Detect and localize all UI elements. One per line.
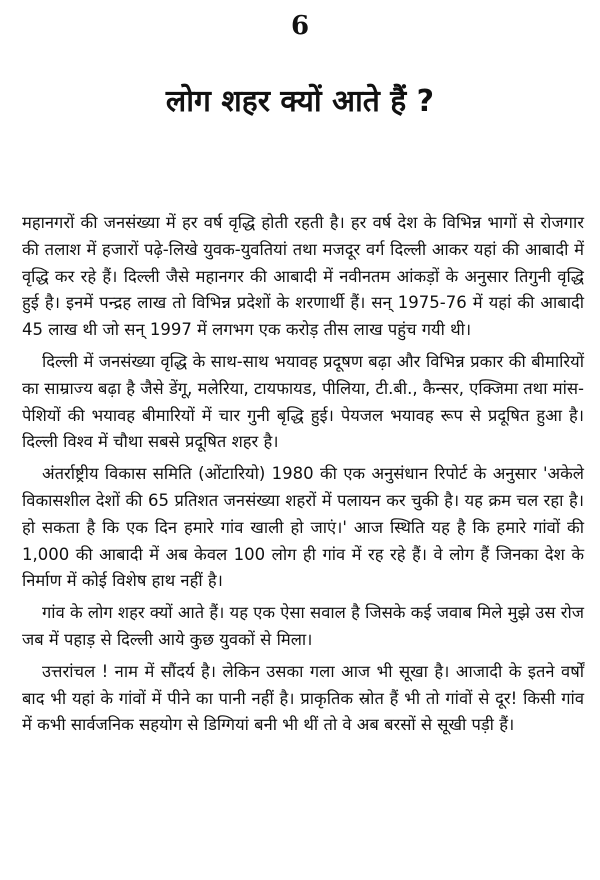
paragraph-2: दिल्ली में जनसंख्या वृद्धि के साथ-साथ भयावह प्रदूषण बढ़ा और विभिन्न प्रकार की बीमारियों का साम्राज्य बढ़ा है जैसे डेंगू, मलेरिया, टायफायड, पीलिया, टी.बी., कैन्सर, एक्जिमा तथा मांस-पेशियों की भयावह बीमारियों में चार गुनी बृद्धि हुई। पेयजल भयावह रूप से प्रदूषित हुआ है। दिल्ली विश्व में चौथा सबसे प्रदूषित शहर है। bbox=[22, 351, 584, 452]
paragraph-5: उत्तरांचल ! नाम में सौंदर्य है। लेकिन उसका गला आज भी सूखा है। आजादी के इतने वर्षों बाद भी यहां के गांवों में पीने का पानी नहीं है। प्राकृतिक स्रोत हैं भी तो गांवों से दूर! किसी गांव में कभी सार्वजनिक सहयोग से डिग्गियां बनी भी थीं तो वे अब बरसों से सूखी पड़ी हैं। bbox=[22, 661, 584, 735]
chapter-title: लोग शहर क्यों आते हैं ? bbox=[165, 84, 435, 119]
chapter-number: 6 bbox=[290, 11, 310, 41]
paragraph-1: महानगरों की जनसंख्या में हर वर्ष वृद्धि होती रहती है। हर वर्ष देश के विभिन्न भागों से रोजगार की तलाश में हजारों पढ़े-लिखे युवक-युवतियां तथा मजदूर वर्ग दिल्ली आकर यहां की आबादी में वृद्धि कर रहे हैं। दिल्ली जैसे महानगर की आबादी में नवीनतम आंकड़ों के अनुसार तिगुनी वृद्धि हुई है। इनमें पन्द्रह लाख तो विभिन्न प्रदेशों के शरणार्थी हैं। सन् 1975-76 में यहां की आबादी 45 लाख थी जो सन् 1997 में लगभग एक करोड़ तीस लाख पहुंच गयी थी। bbox=[22, 213, 584, 340]
paragraph-4: गांव के लोग शहर क्यों आते हैं। यह एक ऐसा सवाल है जिसके कई जवाब मिले मुझे उस रोज जब में पहाड़ से दिल्ली आये कुछ युवकों से मिला। bbox=[22, 603, 584, 649]
paragraph-3: अंतर्राष्ट्रीय विकास समिति (ओंटारियो) 1980 की एक अनुसंधान रिपोर्ट के अनुसार 'अकेले विकासशील देशों की 65 प्रतिशत जनसंख्या शहरों में पलायन कर चुकी है। यह क्रम चल रहा है। हो सकता है कि एक दिन हमारे गांव खाली हो जाएं।' आज स्थिति यह है कि हमारे गांवों की 1,000 की आबादी में अब केवल 100 लोग ही गांव में रह रहे हैं। वे लोग हैं जिनका देश के निर्माण में कोई विशेष हाथ नहीं है। bbox=[22, 464, 584, 591]
chapter-body bbox=[22, 210, 584, 739]
